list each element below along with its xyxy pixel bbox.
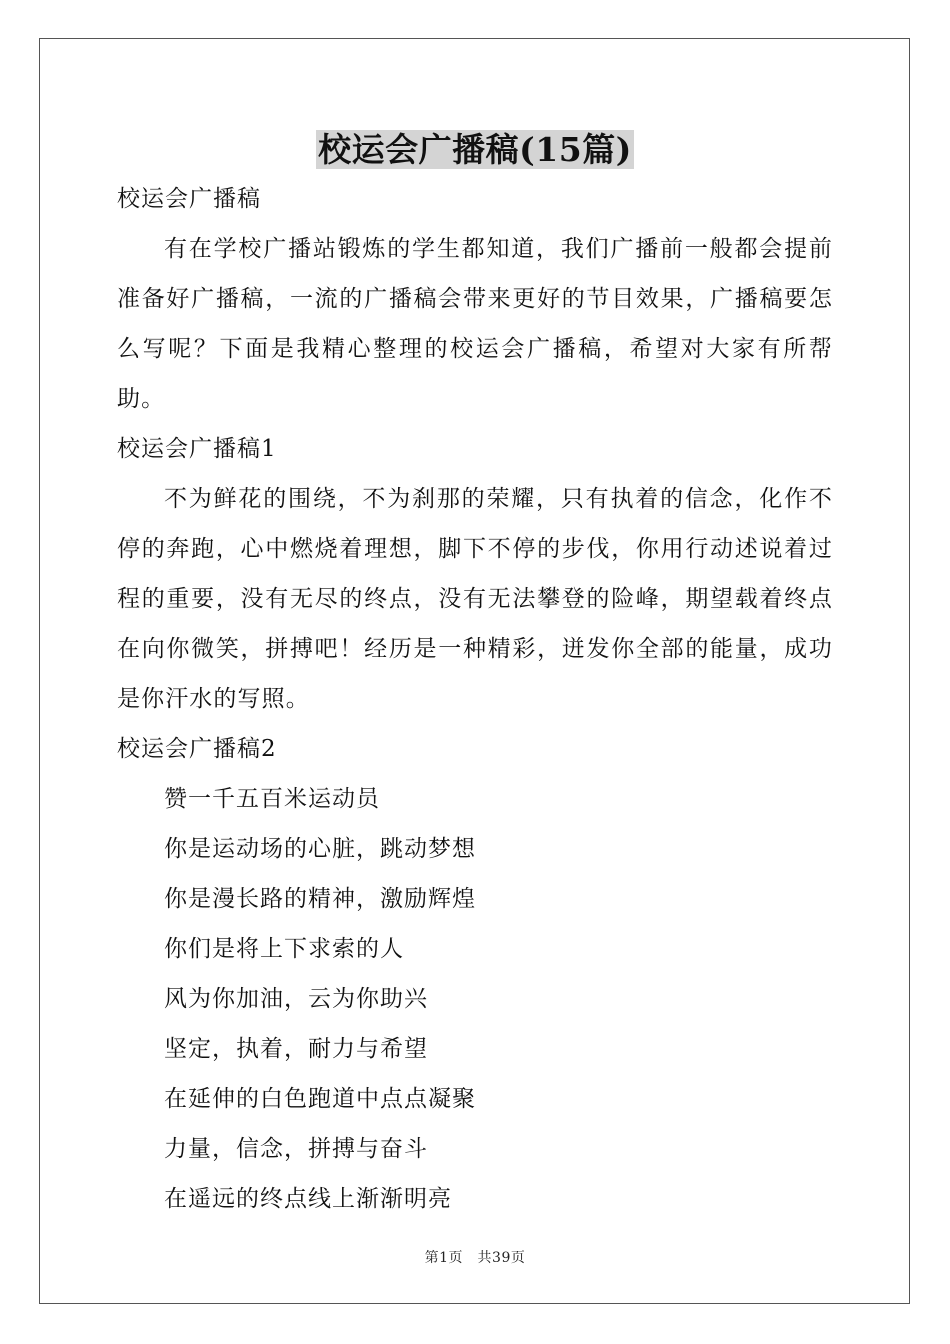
- document-title-text: 校运会广播稿(15篇): [318, 130, 632, 169]
- poem-line: 你是运动场的心脏，跳动梦想: [164, 836, 476, 862]
- document-title: [0, 128, 950, 172]
- poem-line: 你们是将上下求索的人: [164, 936, 404, 962]
- intro-heading: 校运会广播稿: [117, 186, 261, 212]
- section1-paragraph: 不为鲜花的围绕，不为刹那的荣耀，只有执着的信念，化作不停的奔跑，心中燃烧着理想，脚下不停的步伐，你用行动述说着过程的重要，没有无尽的终点，没有无法攀登的险峰，期望载着终点在向你微笑，拼搏吧！经历是一种精彩，迸发你全部的能量，成功是你汗水的写照。: [117, 486, 833, 712]
- document-body: [117, 174, 833, 1224]
- poem-line: 在延伸的白色跑道中点点凝聚: [164, 1086, 476, 1112]
- section2-heading: 校运会广播稿2: [117, 736, 277, 762]
- poem-line: 赞一千五百米运动员: [164, 786, 380, 812]
- poem-line: 风为你加油，云为你助兴: [164, 986, 428, 1012]
- section1-heading: 校运会广播稿1: [117, 436, 277, 462]
- poem-line: 力量，信念，拼搏与奋斗: [164, 1136, 428, 1162]
- poem-line: 在遥远的终点线上渐渐明亮: [164, 1186, 452, 1212]
- intro-paragraph: 有在学校广播站锻炼的学生都知道，我们广播前一般都会提前准备好广播稿，一流的广播稿会带来更好的节目效果，广播稿要怎么写呢？下面是我精心整理的校运会广播稿，希望对大家有所帮助。: [117, 236, 833, 412]
- poem-line: 坚定，执着，耐力与希望: [164, 1036, 428, 1062]
- page-footer: 第1页 共39页: [424, 1250, 526, 1266]
- poem-line: 你是漫长路的精神，激励辉煌: [164, 886, 476, 912]
